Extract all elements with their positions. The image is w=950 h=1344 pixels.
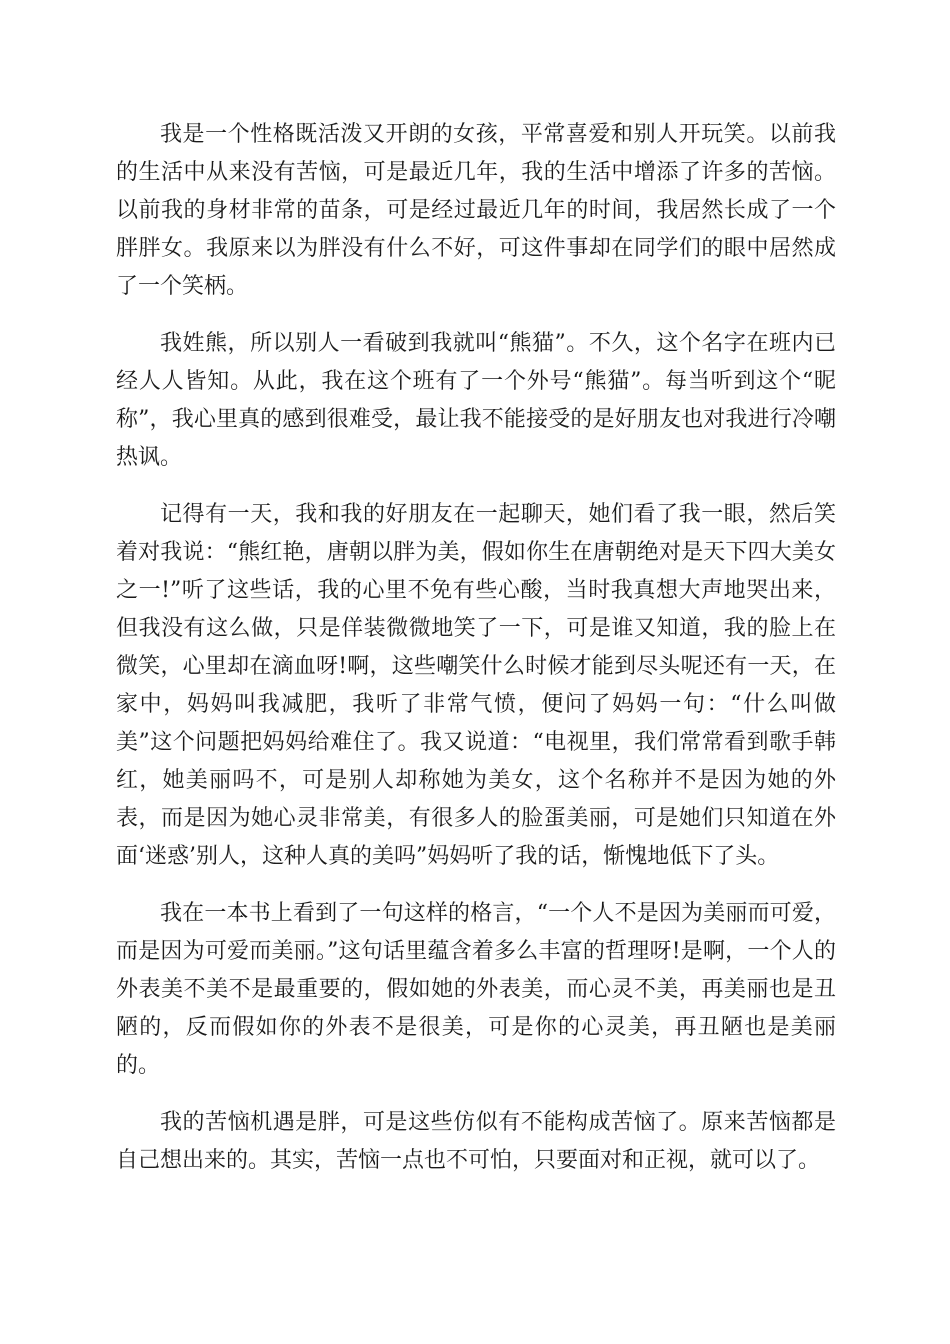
paragraph-4: 我在一本书上看到了一句这样的格言，“一个人不是因为美丽而可爱，而是因为可爱而美丽。”这句话里蕴含着多么丰富的哲理呀!是啊，一个人的外表美不美不是最重要的，假如她的外表美，而心灵不美，再美丽也是丑陋的，反而假如你的外表不是很美，可是你的心灵美，再丑陋也是美丽的。	[116, 901, 836, 1078]
paragraph-5: 我的苦恼机遇是胖，可是这些仿似有不能构成苦恼了。原来苦恼都是自己想出来的。其实，苦恼一点也不可怕，只要面对和正视，就可以了。	[116, 1110, 836, 1173]
document-page	[116, 116, 836, 1199]
paragraph-1: 我是一个性格既活泼又开朗的女孩，平常喜爱和别人开玩笑。以前我的生活中从来没有苦恼，可是最近几年，我的生活中增添了许多的苦恼。以前我的身材非常的苗条，可是经过最近几年的时间，我居然长成了一个胖胖女。我原来以为胖没有什么不好，可这件事却在同学们的眼中居然成了一个笑柄。	[116, 122, 836, 299]
paragraph-2: 我姓熊，所以别人一看破到我就叫“熊猫”。不久，这个名字在班内已经人人皆知。从此，我在这个班有了一个外号“熊猫”。每当听到这个“昵称”，我心里真的感到很难受，最让我不能接受的是好朋友也对我进行冷嘲热讽。	[116, 331, 836, 470]
paragraph-3: 记得有一天，我和我的好朋友在一起聊天，她们看了我一眼，然后笑着对我说：“熊红艳，唐朝以胖为美，假如你生在唐朝绝对是天下四大美女之一!”听了这些话，我的心里不免有些心酸，当时我真想大声地哭出来，但我没有这么做，只是佯装微微地笑了一下，可是谁又知道，我的脸上在微笑，心里却在滴血呀!啊，这些嘲笑什么时候才能到尽头呢还有一天，在家中，妈妈叫我减肥，我听了非常气愤，便问了妈妈一句：“什么叫做美”这个问题把妈妈给难住了。我又说道：“电视里，我们常常看到歌手韩红，她美丽吗不，可是别人却称她为美女，这个名称并不是因为她的外表，而是因为她心灵非常美，有很多人的脸蛋美丽，可是她们只知道在外面‘迷惑’别人，这种人真的美吗”妈妈听了我的话，惭愧地低下了头。	[116, 502, 836, 869]
